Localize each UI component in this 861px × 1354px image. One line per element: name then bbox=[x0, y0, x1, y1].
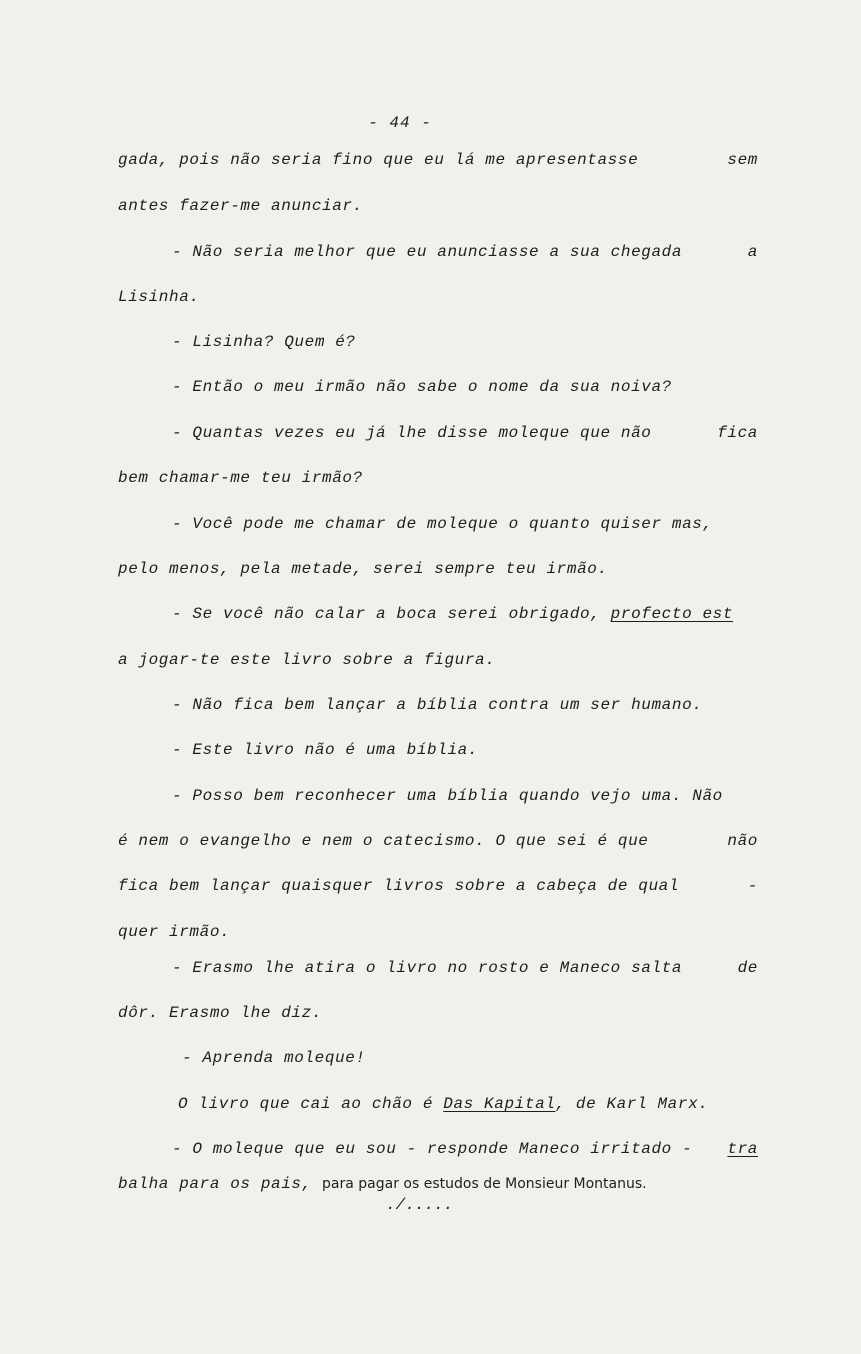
book-title: Das Kapital bbox=[443, 1095, 556, 1113]
underlined-phrase: tra bbox=[727, 1140, 758, 1158]
text-line: quer irmão. bbox=[118, 923, 231, 941]
text-line bbox=[118, 831, 758, 851]
text-segment: a bbox=[747, 243, 758, 261]
text-segment: O livro que cai ao chão é bbox=[178, 1095, 444, 1113]
text-line: dôr. Erasmo lhe diz. bbox=[118, 1004, 323, 1022]
text-line bbox=[118, 876, 758, 896]
text-line: pelo menos, pela metade, serei sempre teu irmão. bbox=[118, 560, 608, 578]
text-segment: fica bem lançar quaisquer livros sobre a cabeça de qual bbox=[118, 877, 680, 895]
text-segment: gada, pois não seria fino que eu lá me apresentasse bbox=[118, 151, 639, 169]
text-line: - Este livro não é uma bíblia. bbox=[172, 741, 479, 759]
text-segment: - Quantas vezes eu já lhe disse moleque que não bbox=[172, 424, 652, 442]
text-line bbox=[118, 150, 758, 170]
text-line: - Você pode me chamar de moleque o quanto quiser mas, bbox=[172, 515, 713, 533]
text-segment: fica bbox=[717, 424, 758, 442]
underlined-phrase: profecto est bbox=[610, 605, 734, 623]
handwritten-correction: para pagar os estudos de Monsieur Montanus. bbox=[322, 1176, 647, 1192]
text-line: - Posso bem reconhecer uma bíblia quando vejo uma. Não bbox=[172, 787, 723, 805]
text-line bbox=[178, 1094, 818, 1114]
text-line: - Não fica bem lançar a bíblia contra um ser humano. bbox=[172, 696, 703, 714]
text-line bbox=[118, 1174, 758, 1194]
text-segment: - Erasmo lhe atira o livro no rosto e Maneco salta bbox=[172, 959, 683, 977]
text-line bbox=[172, 242, 758, 262]
text-line bbox=[172, 1139, 758, 1159]
text-segment: de bbox=[737, 959, 758, 977]
text-line bbox=[172, 958, 758, 978]
text-segment: - O moleque que eu sou - responde Maneco irritado - bbox=[172, 1140, 693, 1158]
text-line: Lisinha. bbox=[118, 288, 200, 306]
text-line bbox=[172, 604, 758, 624]
text-line: - Lisinha? Quem é? bbox=[172, 333, 356, 351]
page-number: - 44 - bbox=[368, 114, 432, 132]
text-line: a jogar-te este livro sobre a figura. bbox=[118, 651, 496, 669]
text-line: - Aprenda moleque! bbox=[182, 1049, 366, 1067]
text-line: antes fazer-me anunciar. bbox=[118, 197, 363, 215]
text-segment: , de Karl Marx. bbox=[555, 1095, 709, 1113]
text-segment: é nem o evangelho e nem o catecismo. O que sei é que bbox=[118, 832, 649, 850]
text-segment: - Não seria melhor que eu anunciasse a sua chegada bbox=[172, 243, 683, 261]
text-segment: sem bbox=[727, 151, 758, 169]
text-line bbox=[172, 423, 758, 443]
continuation-mark: ./..... bbox=[386, 1196, 454, 1214]
text-segment: - bbox=[747, 877, 758, 895]
text-line: bem chamar-me teu irmão? bbox=[118, 469, 363, 487]
text-line: - Então o meu irmão não sabe o nome da sua noiva? bbox=[172, 378, 672, 396]
text-segment: balha para os pais, bbox=[118, 1175, 323, 1193]
text-segment: - Se você não calar a boca serei obrigado, bbox=[172, 605, 611, 623]
text-segment: não bbox=[727, 832, 758, 850]
